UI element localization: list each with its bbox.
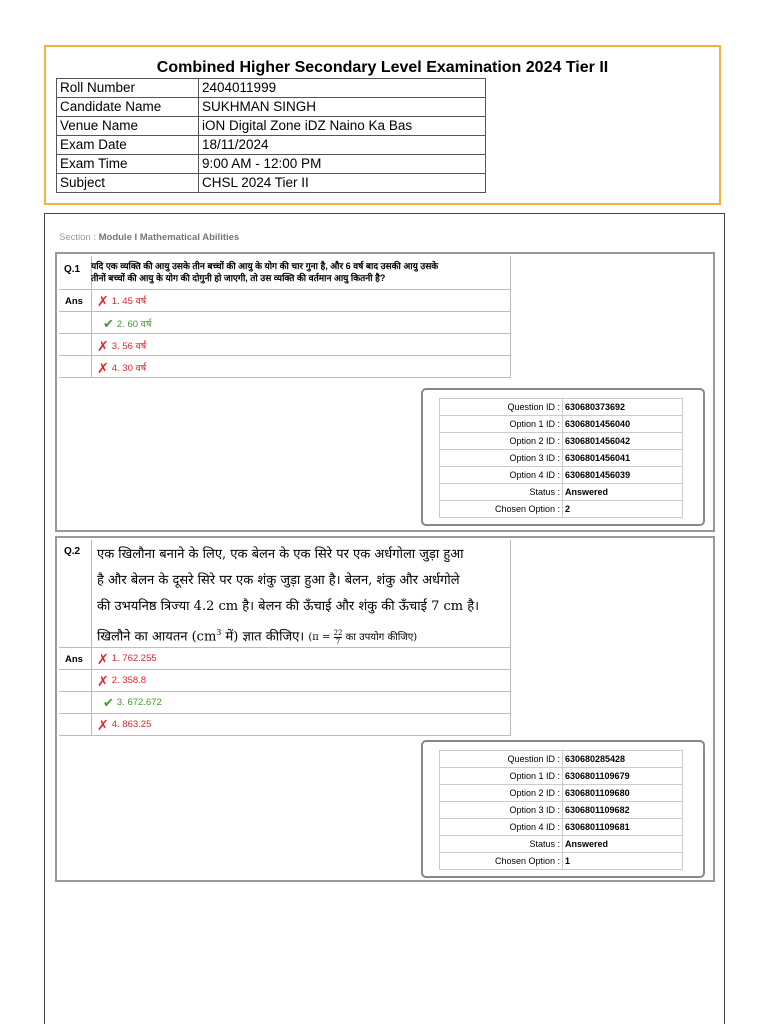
- question-meta-panel: [421, 388, 705, 526]
- meta-row: [440, 802, 683, 819]
- divider: [91, 312, 92, 334]
- option-2: [103, 317, 151, 330]
- info-label: Venue Name: [57, 117, 199, 136]
- pi-prefix: (π =: [308, 632, 334, 644]
- divider: [91, 540, 92, 648]
- question-row: [59, 540, 511, 648]
- meta-row: [440, 819, 683, 836]
- meta-row: [440, 751, 683, 768]
- question-text: [91, 260, 438, 284]
- divider: [91, 334, 92, 356]
- meta-label: Option 3 ID :: [440, 450, 563, 467]
- meta-label: Option 2 ID :: [440, 785, 563, 802]
- option-text: 4. 30 वर्ष: [111, 363, 147, 374]
- section-label: [59, 232, 239, 243]
- option-text: 2. 60 वर्ष: [116, 319, 152, 330]
- option-row: [59, 692, 511, 714]
- status-value: Answered: [563, 836, 683, 853]
- info-value: CHSL 2024 Tier II: [199, 174, 486, 193]
- check-icon: ✔: [103, 315, 114, 331]
- cross-icon: ✗: [97, 292, 109, 309]
- meta-label: Chosen Option :: [440, 853, 563, 870]
- superscript: 3: [216, 628, 222, 637]
- cross-icon: ✗: [97, 716, 109, 733]
- info-label: Candidate Name: [57, 98, 199, 117]
- question-text-line: [97, 620, 479, 651]
- check-icon: ✔: [103, 694, 114, 710]
- info-row: [57, 79, 486, 98]
- question-meta-table: [439, 398, 683, 518]
- question-text-line: यदि एक व्यक्ति की आयु उसके तीन बच्चों की आयु के योग की चार गुना है, और 6 वर्ष बाद उसकी आयु उसके: [91, 261, 439, 271]
- option-4: [97, 361, 146, 374]
- question-row: [59, 256, 511, 290]
- meta-label: Status :: [440, 484, 563, 501]
- option-row: [59, 312, 511, 334]
- meta-label: Option 2 ID :: [440, 433, 563, 450]
- pi-note: [308, 629, 418, 647]
- meta-row: [440, 785, 683, 802]
- info-value: SUKHMAN SINGH: [199, 98, 486, 117]
- option-1: [97, 294, 146, 307]
- meta-row: [440, 853, 683, 870]
- candidate-info-table: [56, 78, 486, 193]
- question-text-line: है और बेलन के दूसरे सिरे पर एक शंकु जुड़ा हुआ है। बेलन, शंकु और अर्धगोले: [97, 573, 460, 588]
- status-value: Answered: [563, 484, 683, 501]
- divider: [91, 356, 92, 378]
- option-4-id: 6306801456039: [563, 467, 683, 484]
- meta-label: Question ID :: [440, 399, 563, 416]
- info-row: [57, 117, 486, 136]
- option-1: [97, 650, 157, 667]
- meta-row: [440, 484, 683, 501]
- question-block-1: [55, 252, 715, 532]
- info-row: [57, 136, 486, 155]
- section-name: Module I Mathematical Abilities: [98, 232, 240, 243]
- divider: [91, 670, 92, 692]
- info-row: [57, 98, 486, 117]
- question-id: 630680373692: [563, 399, 683, 416]
- response-sheet: [44, 213, 725, 1024]
- meta-label: Question ID :: [440, 751, 563, 768]
- option-text: 4. 863.25: [111, 719, 152, 730]
- meta-label: Option 4 ID :: [440, 819, 563, 836]
- info-value: iON Digital Zone iDZ Naino Ka Bas: [199, 117, 486, 136]
- option-text: 1. 45 वर्ष: [111, 296, 147, 307]
- meta-label: Option 1 ID :: [440, 768, 563, 785]
- option-text: 3. 672.672: [116, 697, 162, 708]
- question-meta-panel: [421, 740, 705, 878]
- info-value: 2404011999: [199, 79, 486, 98]
- meta-row: [440, 399, 683, 416]
- divider: [91, 648, 92, 670]
- option-row: [59, 356, 511, 378]
- meta-row: [440, 450, 683, 467]
- exam-header: [44, 45, 721, 205]
- info-label: Subject: [57, 174, 199, 193]
- option-1-id: 6306801456040: [563, 416, 683, 433]
- option-4-id: 6306801109681: [563, 819, 683, 836]
- cross-icon: ✗: [97, 337, 109, 354]
- option-1-id: 6306801109679: [563, 768, 683, 785]
- question-id: 630680285428: [563, 751, 683, 768]
- option-2-id: 6306801456042: [563, 433, 683, 450]
- meta-row: [440, 433, 683, 450]
- question-text-line: की उभयनिष्ठ त्रिज्या 4.2 cm है। बेलन की ऊँचाई और शंकु की ऊँचाई 7 cm है।: [97, 599, 480, 614]
- option-3-id: 6306801109682: [563, 802, 683, 819]
- question-text-part: में) ज्ञात कीजिए।: [221, 629, 309, 645]
- meta-row: [440, 467, 683, 484]
- chosen-option-value: 2: [563, 501, 683, 518]
- meta-row: [440, 501, 683, 518]
- option-text: 2. 358.8: [111, 675, 147, 686]
- meta-label: Option 1 ID :: [440, 416, 563, 433]
- question-text-line: एक खिलौना बनाने के लिए, एक बेलन के एक सिरे पर एक अर्धगोला जुड़ा हुआ: [97, 547, 464, 562]
- pi-tail: का उपयोग कीजिए): [342, 632, 418, 644]
- exam-title: Combined Higher Secondary Level Examination 2024 Tier II: [156, 59, 609, 76]
- cross-icon: ✗: [97, 672, 109, 689]
- info-label: Exam Date: [57, 136, 199, 155]
- meta-label: Status :: [440, 836, 563, 853]
- option-4: [97, 716, 152, 733]
- fraction-numerator: 22: [333, 629, 343, 638]
- question-text-line: तीनों बच्चों की आयु के योग की दोगुनी हो जाएगी, तो उस व्यक्ति की वर्तमान आयु कितनी है?: [91, 273, 386, 283]
- option-2-id: 6306801109680: [563, 785, 683, 802]
- fraction-denominator: 7: [335, 638, 341, 647]
- info-label: Exam Time: [57, 155, 199, 174]
- option-row: [59, 334, 511, 356]
- divider: [91, 714, 92, 736]
- question-block-2: [55, 536, 715, 882]
- question-meta-table: [439, 750, 683, 870]
- question-text: [97, 542, 479, 651]
- cross-icon: ✗: [97, 359, 109, 376]
- option-row: [59, 670, 511, 692]
- option-text: 3. 56 वर्ष: [111, 341, 147, 352]
- question-number: Q.2: [64, 546, 81, 557]
- divider: [91, 692, 92, 714]
- info-row: [57, 155, 486, 174]
- option-text: 1. 762.255: [111, 653, 157, 664]
- ans-label: Ans: [65, 654, 83, 665]
- cross-icon: ✗: [97, 650, 109, 667]
- divider: [91, 290, 92, 312]
- question-text-part: खिलौने का आयतन (cm: [97, 629, 217, 645]
- option-row: [59, 648, 511, 670]
- option-row: [59, 714, 511, 736]
- meta-row: [440, 768, 683, 785]
- option-2: [97, 672, 147, 689]
- ans-label: Ans: [65, 296, 83, 307]
- meta-row: [440, 836, 683, 853]
- meta-label: Option 3 ID :: [440, 802, 563, 819]
- option-3-id: 6306801456041: [563, 450, 683, 467]
- info-value: 9:00 AM - 12:00 PM: [199, 155, 486, 174]
- chosen-option-value: 1: [563, 853, 683, 870]
- info-value: 18/11/2024: [199, 136, 486, 155]
- option-3: [103, 694, 162, 710]
- meta-label: Option 4 ID :: [440, 467, 563, 484]
- info-row: [57, 174, 486, 193]
- section-prefix: Section :: [59, 232, 99, 243]
- question-number: Q.1: [64, 264, 81, 275]
- meta-row: [440, 416, 683, 433]
- option-row: [59, 290, 511, 312]
- meta-label: Chosen Option :: [440, 501, 563, 518]
- option-3: [97, 339, 146, 352]
- info-label: Roll Number: [57, 79, 199, 98]
